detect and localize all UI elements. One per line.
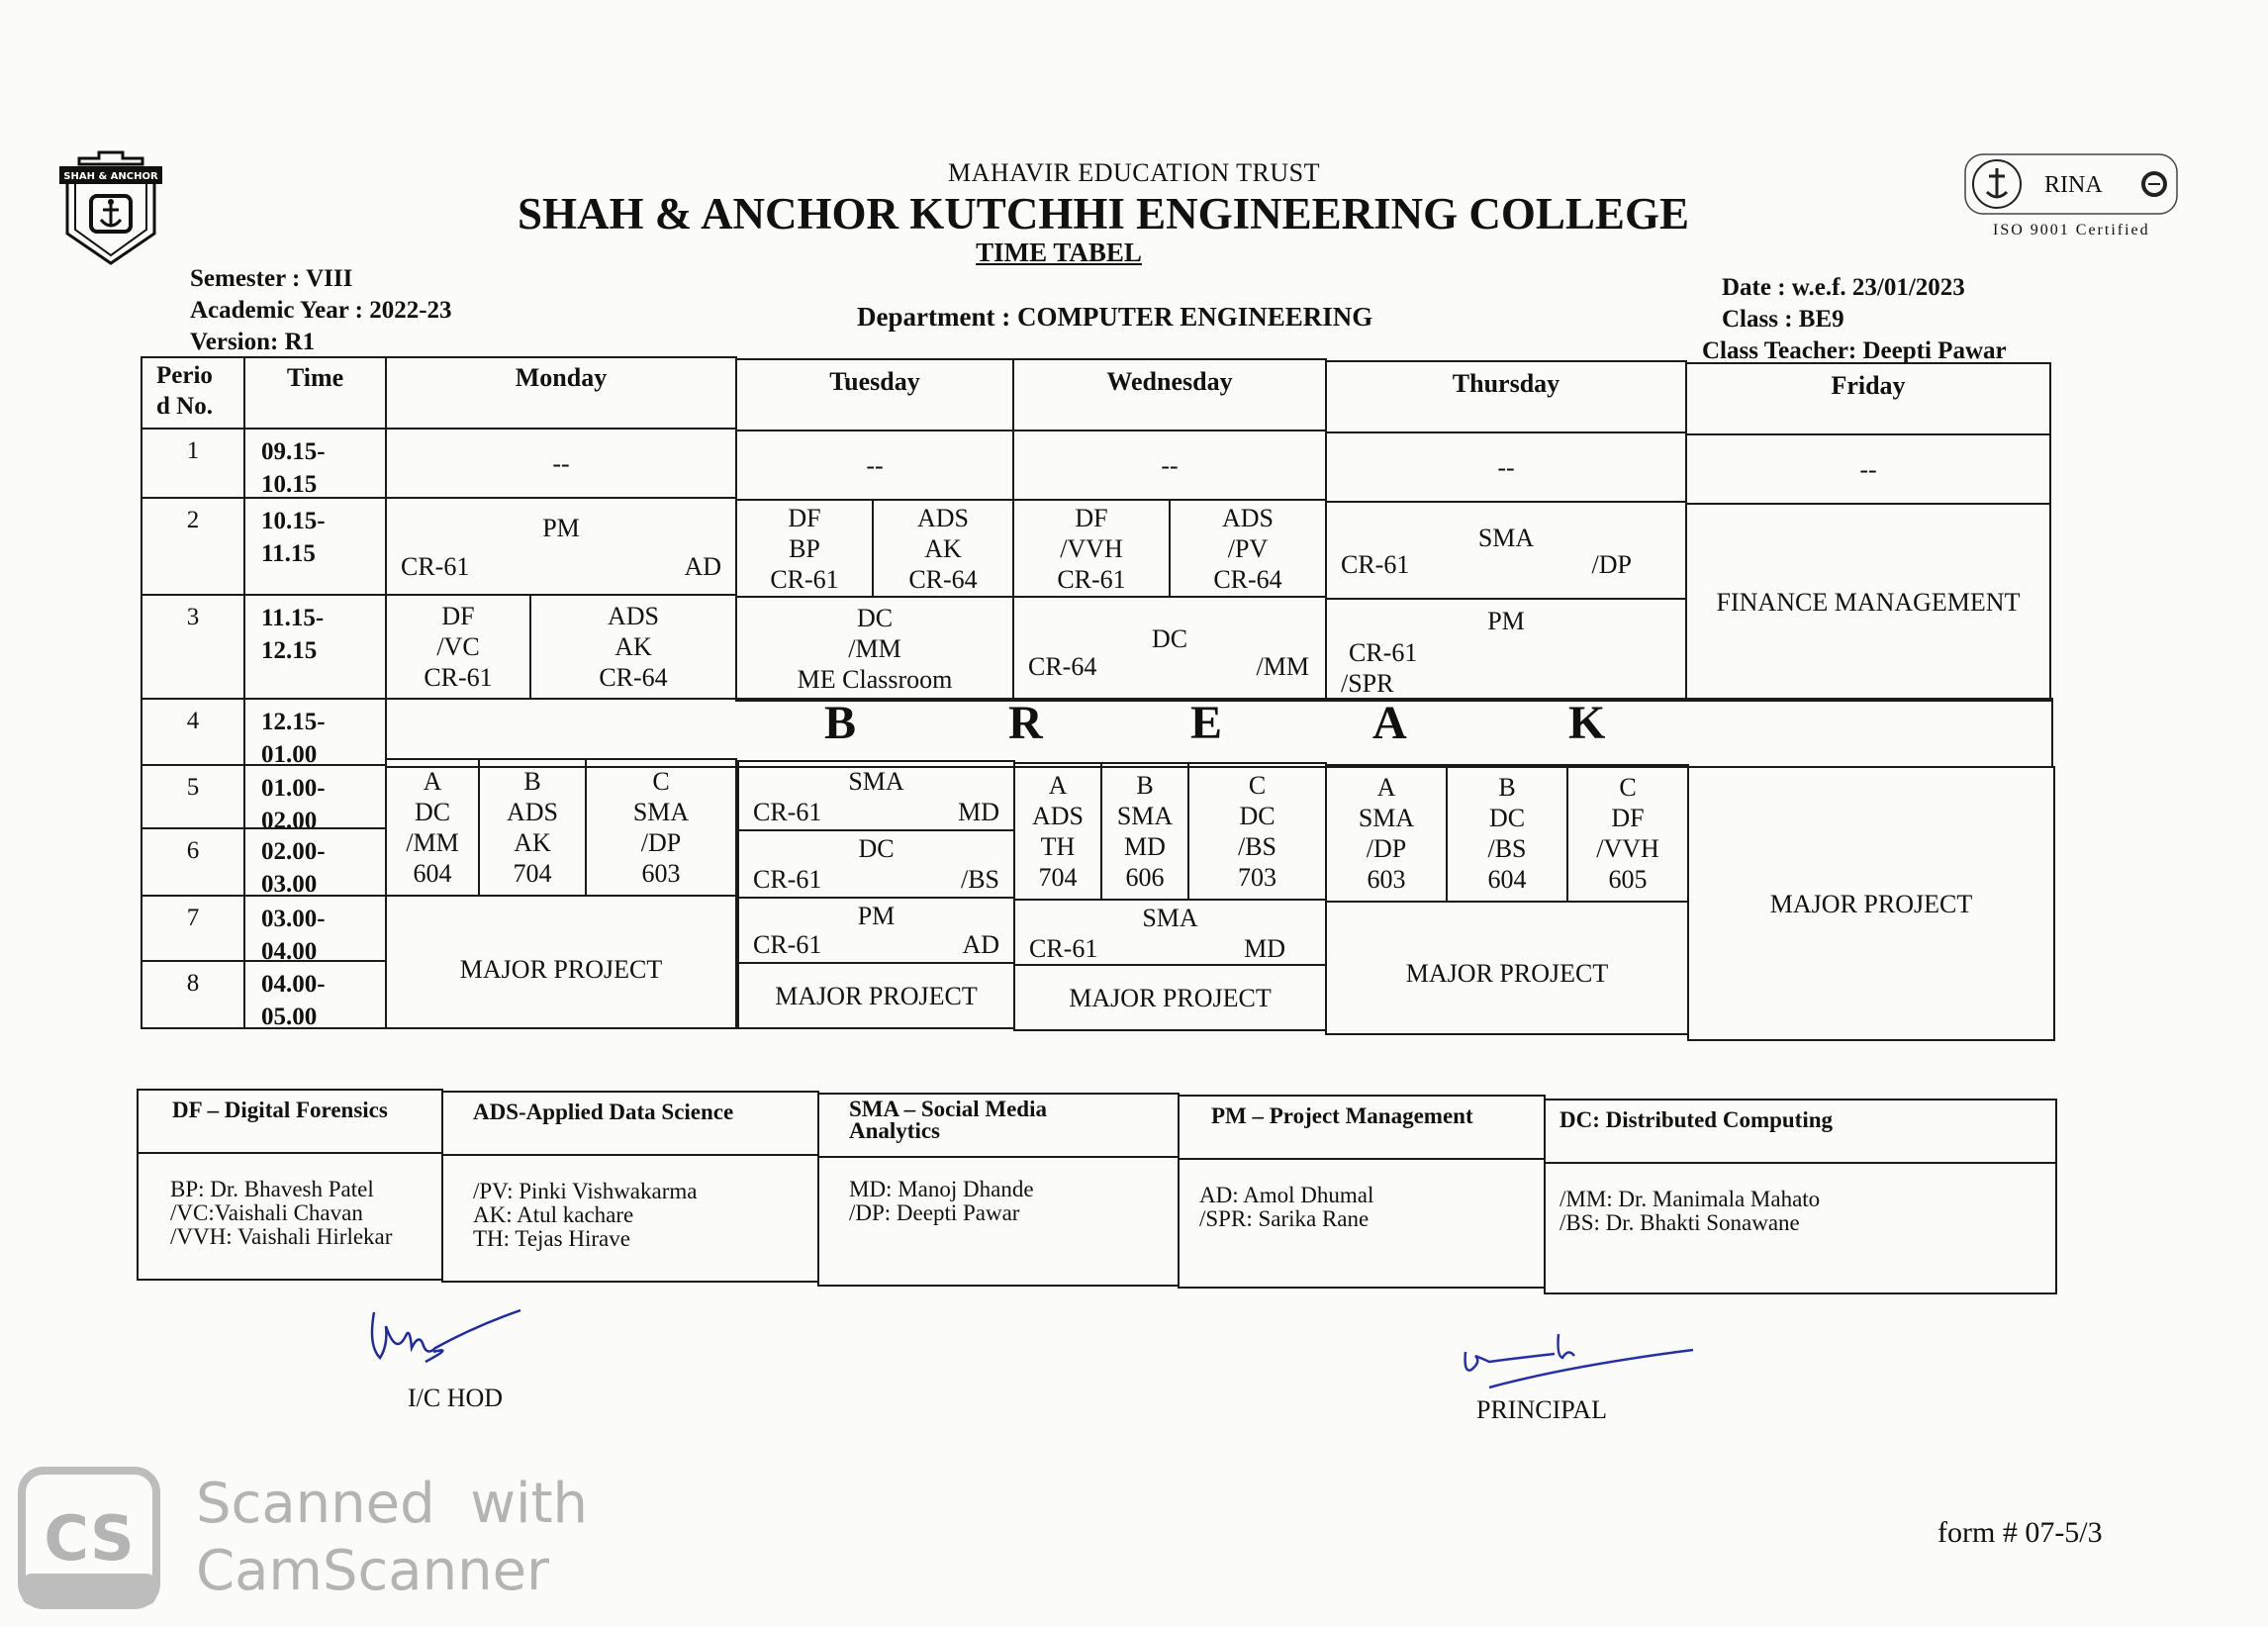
faculty-entry: /VVH: Vaishali Hirlekar bbox=[170, 1224, 393, 1249]
faculty: /MM bbox=[848, 634, 901, 663]
faculty-entry: BP: Dr. Bhavesh Patel bbox=[170, 1177, 374, 1201]
cert-text: ISO 9001 Certified bbox=[1993, 222, 2150, 239]
faculty: /PV bbox=[1227, 533, 1269, 563]
period-time bbox=[243, 497, 387, 596]
slot-thu-p2 bbox=[1325, 501, 1687, 600]
break-letter: K bbox=[1568, 697, 1606, 749]
hod-signature-icon bbox=[366, 1296, 524, 1376]
watermark-line2: CamScanner bbox=[196, 1539, 550, 1603]
faculty: /MM bbox=[1256, 652, 1309, 681]
legend-header-sma bbox=[817, 1093, 1180, 1158]
batch: A bbox=[423, 767, 442, 796]
time-start: 09.15- bbox=[261, 438, 326, 465]
room: 704 bbox=[1038, 863, 1078, 892]
period-no: 8 bbox=[141, 960, 245, 1029]
break-letter: E bbox=[1190, 697, 1223, 749]
room: CR-64 bbox=[1028, 652, 1097, 681]
faculty-entry: MD: Manoj Dhande bbox=[849, 1177, 1034, 1201]
subject: DC bbox=[1239, 802, 1276, 830]
camscanner-logo-icon bbox=[18, 1467, 160, 1609]
faculty: /VVH bbox=[1060, 533, 1123, 563]
legend-body-pm bbox=[1178, 1158, 1546, 1289]
slot-thu-p3 bbox=[1325, 598, 1687, 702]
room: CR-61 bbox=[424, 663, 493, 692]
slot-tue-p8: MAJOR PROJECT bbox=[737, 962, 1015, 1029]
subject: DF bbox=[1075, 503, 1108, 532]
faculty: /DP bbox=[1366, 834, 1407, 863]
slot-mon-p3-batch-a bbox=[385, 594, 531, 700]
room: ME Classroom bbox=[797, 665, 953, 694]
room: CR-61 bbox=[401, 552, 470, 581]
department: Department : COMPUTER ENGINEERING bbox=[857, 302, 1373, 332]
iso-certification-badge bbox=[1963, 150, 2181, 243]
subject: PM bbox=[1487, 607, 1525, 635]
faculty: /SPR bbox=[1341, 669, 1394, 698]
legend-title-line2: Analytics bbox=[849, 1118, 940, 1143]
subject: ADS bbox=[916, 503, 969, 532]
slot-wed-p7 bbox=[1013, 899, 1327, 966]
faculty-entry: /SPR: Sarika Rane bbox=[1199, 1206, 1370, 1231]
period-time bbox=[243, 827, 387, 897]
trust-name: MAHAVIR EDUCATION TRUST bbox=[947, 158, 1320, 187]
period-no: 4 bbox=[141, 698, 245, 766]
legend-title: PM – Project Management bbox=[1211, 1103, 1473, 1128]
class-name: Class : BE9 bbox=[1722, 306, 1844, 333]
time-start: 11.15- bbox=[261, 605, 325, 631]
slot-tue-p1: -- bbox=[735, 430, 1014, 501]
slot-fri-p5-p8: MAJOR PROJECT bbox=[1687, 766, 2055, 1041]
room: CR-61 bbox=[753, 798, 822, 826]
faculty: MD bbox=[1244, 934, 1285, 963]
camscanner-watermark bbox=[196, 1471, 588, 1605]
time-start: 01.00- bbox=[261, 775, 326, 802]
time-end: 02.00 bbox=[261, 808, 318, 834]
faculty: TH bbox=[1040, 832, 1076, 861]
faculty: AD bbox=[962, 930, 999, 959]
slot-wed-p2-batch-a bbox=[1012, 499, 1171, 598]
period-time bbox=[243, 764, 387, 834]
faculty-entry: /PV: Pinki Vishwakarma bbox=[473, 1179, 698, 1203]
slot-thu-p78: MAJOR PROJECT bbox=[1325, 901, 1689, 1035]
batch: B bbox=[1136, 771, 1154, 800]
batch: B bbox=[1498, 773, 1516, 802]
semester: Semester : VIII bbox=[190, 265, 353, 292]
slot-thu-p56-batch-a bbox=[1325, 764, 1448, 903]
legend-body-df bbox=[137, 1152, 443, 1281]
faculty: MD bbox=[1124, 832, 1166, 861]
subject: SMA bbox=[1116, 802, 1174, 830]
subject: PM bbox=[857, 902, 896, 930]
time-end: 03.00 bbox=[261, 871, 318, 898]
room: CR-61 bbox=[1029, 934, 1098, 963]
room: CR-61 bbox=[1349, 638, 1418, 667]
break-letter: R bbox=[1008, 697, 1043, 749]
faculty: /BS bbox=[1237, 832, 1277, 861]
room: CR-61 bbox=[1341, 550, 1410, 579]
legend-title: ADS-Applied Data Science bbox=[473, 1100, 734, 1124]
slot-wed-p1: -- bbox=[1012, 430, 1327, 501]
faculty: MD bbox=[958, 798, 999, 826]
room: CR-61 bbox=[1057, 564, 1126, 594]
hod-label: I/C HOD bbox=[408, 1384, 504, 1412]
period-time bbox=[243, 428, 387, 499]
header-tuesday: Tuesday bbox=[735, 358, 1014, 431]
time-start: 02.00- bbox=[261, 838, 326, 865]
time-end: 01.00 bbox=[261, 741, 318, 768]
period-time bbox=[243, 895, 387, 965]
slot-tue-p7 bbox=[737, 897, 1015, 964]
room: 606 bbox=[1125, 863, 1165, 892]
slot-wed-p2-batch-b bbox=[1169, 499, 1327, 598]
room: 605 bbox=[1608, 865, 1648, 894]
faculty-entry: /BS: Dr. Bhakti Sonawane bbox=[1559, 1210, 1800, 1235]
slot-mon-p56-batch-b bbox=[478, 758, 587, 897]
header-friday: Friday bbox=[1685, 362, 2051, 435]
header-wednesday: Wednesday bbox=[1012, 358, 1327, 431]
faculty-entry: AD: Amol Dhumal bbox=[1199, 1183, 1374, 1207]
cert-name: RINA bbox=[2044, 172, 2103, 198]
room: 704 bbox=[513, 859, 552, 888]
time-end: 12.15 bbox=[261, 637, 318, 664]
slot-mon-p78: MAJOR PROJECT bbox=[385, 895, 737, 1029]
batch: C bbox=[1248, 771, 1267, 800]
time-end: 11.15 bbox=[261, 540, 316, 567]
subject: SMA bbox=[632, 798, 690, 826]
legend-header-dc bbox=[1544, 1099, 2057, 1164]
class-teacher: Class Teacher: Deepti Pawar bbox=[1702, 337, 2007, 364]
slot-wed-p3 bbox=[1012, 596, 1327, 702]
slot-thu-p56-batch-c bbox=[1566, 764, 1689, 903]
period-no: 6 bbox=[141, 827, 245, 897]
faculty: /MM bbox=[406, 828, 459, 857]
faculty: AK bbox=[924, 533, 962, 563]
header-period bbox=[141, 356, 245, 430]
slot-wed-p56-batch-a bbox=[1013, 762, 1102, 901]
batch: B bbox=[523, 767, 541, 796]
time-end: 04.00 bbox=[261, 938, 318, 965]
legend-body-dc bbox=[1544, 1162, 2057, 1294]
logo-text: SHAH & ANCHOR bbox=[63, 171, 158, 182]
slot-tue-p6 bbox=[737, 829, 1015, 899]
time-end: 10.15 bbox=[261, 471, 318, 498]
faculty: AK bbox=[514, 828, 551, 857]
room: 604 bbox=[413, 859, 452, 888]
faculty: /VVH bbox=[1596, 834, 1659, 863]
subject: ADS bbox=[1031, 802, 1084, 830]
period-no: 1 bbox=[141, 428, 245, 499]
faculty: BP bbox=[789, 533, 820, 563]
legend-header-df bbox=[137, 1089, 443, 1154]
slot-thu-p56-batch-b bbox=[1446, 764, 1568, 903]
watermark-line1: Scanned with bbox=[196, 1472, 589, 1536]
legend-header-ads bbox=[441, 1091, 819, 1156]
slot-tue-p2-batch-a bbox=[735, 499, 874, 598]
faculty: /DP bbox=[1591, 550, 1632, 579]
version: Version: R1 bbox=[190, 329, 316, 355]
slot-mon-p56-batch-a bbox=[385, 758, 480, 897]
room: 604 bbox=[1487, 865, 1527, 894]
subject: PM bbox=[542, 514, 580, 542]
period-time bbox=[243, 960, 387, 1029]
faculty: /BS bbox=[1487, 834, 1527, 863]
subject: SMA bbox=[1477, 524, 1535, 552]
period-no: 2 bbox=[141, 497, 245, 596]
batch: A bbox=[1048, 771, 1068, 800]
batch: C bbox=[1619, 773, 1637, 802]
faculty: AD bbox=[684, 552, 721, 581]
subject: DC bbox=[1488, 804, 1526, 832]
header-period-line2: d No. bbox=[156, 393, 213, 420]
slot-mon-p56-batch-c bbox=[585, 758, 737, 897]
legend-title: DC: Distributed Computing bbox=[1559, 1107, 1834, 1132]
slot-tue-p2-batch-b bbox=[872, 499, 1014, 598]
room: CR-64 bbox=[599, 663, 668, 692]
slot-mon-p1: -- bbox=[385, 428, 737, 499]
slot-fri-p1: -- bbox=[1685, 433, 2051, 505]
subject: DC bbox=[858, 834, 895, 863]
legend-body-ads bbox=[441, 1154, 819, 1283]
legend-header-pm bbox=[1178, 1095, 1546, 1160]
faculty: /DP bbox=[640, 828, 682, 857]
slot-tue-p3 bbox=[735, 596, 1014, 702]
subject: SMA bbox=[848, 767, 904, 796]
header-thursday: Thursday bbox=[1325, 360, 1687, 433]
period-time bbox=[243, 594, 387, 700]
subject: DF bbox=[788, 503, 821, 532]
period-no: 5 bbox=[141, 764, 245, 829]
slot-mon-p3-batch-b bbox=[529, 594, 737, 700]
header-time: Time bbox=[243, 356, 387, 430]
batch: A bbox=[1376, 773, 1396, 802]
break-letter: B bbox=[824, 697, 857, 749]
form-number: form # 07-5/3 bbox=[1937, 1516, 2103, 1549]
subject: DC bbox=[1151, 624, 1188, 653]
header-monday: Monday bbox=[385, 356, 737, 430]
college-name: SHAH & ANCHOR KUTCHHI ENGINEERING COLLEGE bbox=[518, 189, 1689, 239]
slot-wed-p8: MAJOR PROJECT bbox=[1013, 964, 1327, 1031]
legend-body-sma bbox=[817, 1156, 1180, 1287]
camscanner-logo-text: CS bbox=[44, 1502, 135, 1575]
subject: DC bbox=[414, 798, 451, 826]
batch: C bbox=[652, 767, 670, 796]
room: CR-64 bbox=[1213, 564, 1282, 594]
room: CR-61 bbox=[753, 865, 822, 894]
effective-date: Date : w.e.f. 23/01/2023 bbox=[1722, 274, 1965, 301]
principal-label: PRINCIPAL bbox=[1476, 1395, 1607, 1424]
period-no: 7 bbox=[141, 895, 245, 962]
room: 603 bbox=[1367, 865, 1406, 894]
subject: DF bbox=[441, 602, 475, 630]
break-letter: A bbox=[1372, 697, 1407, 749]
room: 703 bbox=[1238, 863, 1276, 892]
academic-year: Academic Year : 2022-23 bbox=[190, 297, 452, 324]
period-time bbox=[243, 698, 387, 766]
period-no: 3 bbox=[141, 594, 245, 700]
subject: ADS bbox=[1221, 503, 1274, 532]
room: 603 bbox=[641, 859, 681, 888]
principal-signature-icon bbox=[1460, 1326, 1697, 1395]
faculty: /BS bbox=[960, 865, 999, 894]
subject: SMA bbox=[1358, 804, 1415, 832]
time-end: 05.00 bbox=[261, 1004, 318, 1030]
subject: DF bbox=[1611, 804, 1645, 832]
room: CR-61 bbox=[770, 564, 839, 594]
slot-wed-p56-batch-b bbox=[1100, 762, 1189, 901]
time-start: 12.15- bbox=[261, 709, 326, 735]
slot-fri-p2-p3: FINANCE MANAGEMENT bbox=[1685, 503, 2051, 702]
time-start: 04.00- bbox=[261, 971, 326, 998]
slot-wed-p56-batch-c bbox=[1187, 762, 1327, 901]
time-start: 03.00- bbox=[261, 906, 326, 932]
subject: DC bbox=[856, 604, 894, 632]
time-start: 10.15- bbox=[261, 508, 326, 534]
room: CR-61 bbox=[753, 930, 822, 959]
faculty-entry: /MM: Dr. Manimala Mahato bbox=[1559, 1187, 1821, 1211]
subject: ADS bbox=[607, 602, 659, 630]
subject: ADS bbox=[506, 798, 558, 826]
faculty-entry: /DP: Deepti Pawar bbox=[849, 1200, 1020, 1225]
document-title: TIME TABEL bbox=[976, 238, 1142, 267]
faculty: AK bbox=[614, 632, 652, 661]
slot-thu-p1: -- bbox=[1325, 431, 1687, 503]
room: CR-64 bbox=[908, 564, 978, 594]
faculty-entry: /VC:Vaishali Chavan bbox=[170, 1200, 363, 1225]
slot-tue-p5 bbox=[737, 760, 1015, 831]
legend-title: DF – Digital Forensics bbox=[172, 1098, 388, 1122]
meta-right bbox=[1702, 272, 2007, 367]
faculty-entry: AK: Atul kachare bbox=[473, 1202, 634, 1227]
slot-mon-p2 bbox=[385, 497, 737, 596]
meta-left bbox=[190, 263, 452, 358]
faculty: /VC bbox=[436, 632, 480, 661]
header-period-line1: Perio bbox=[156, 362, 213, 389]
legend-title-line1: SMA – Social Media bbox=[849, 1097, 1047, 1121]
faculty-entry: TH: Tejas Hirave bbox=[473, 1226, 630, 1251]
subject: SMA bbox=[1142, 904, 1198, 932]
